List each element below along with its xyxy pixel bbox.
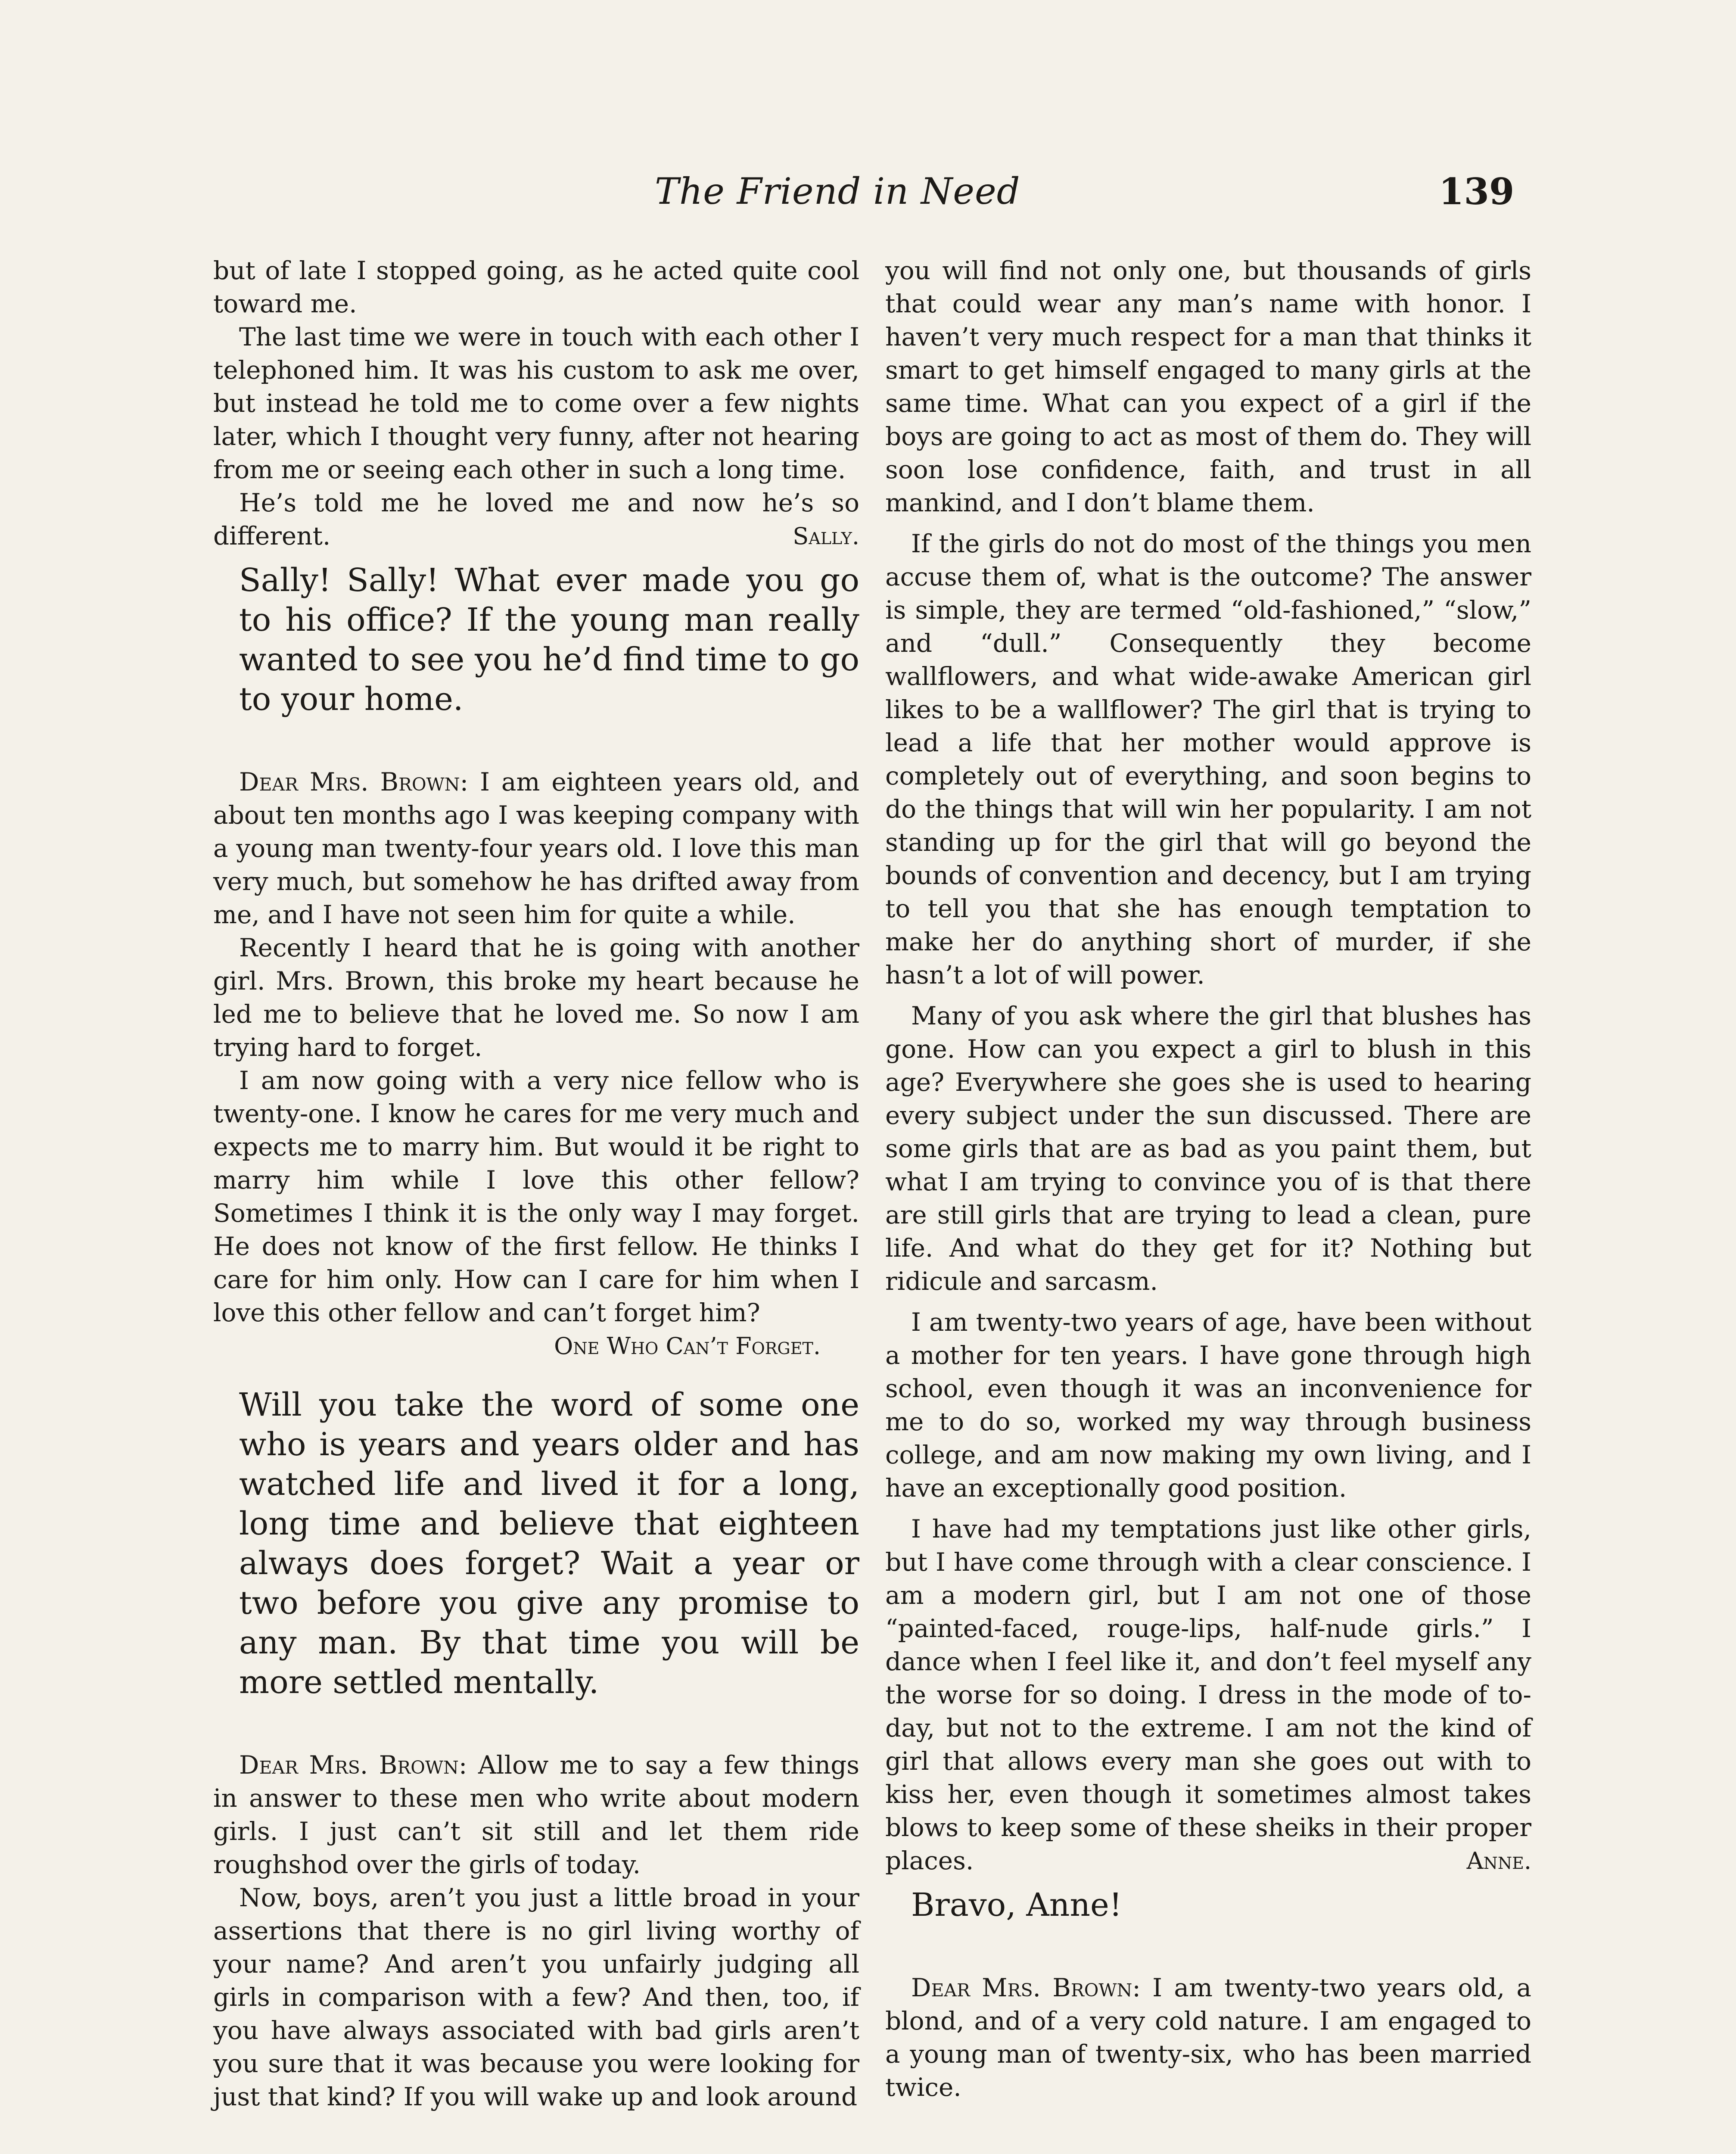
letter-paragraph bbox=[885, 1971, 1531, 2104]
paragraph: Many of you ask where the girl that blushes has gone. How can you expect a girl to blush in this age? Everywhere she goes she is used to hearing every subject under the sun discussed. There are some girls that are as bad as you paint them, but what I am trying to convince you of is that there are still girls that are trying to lead a clean, pure life. And what do they get for it? Nothing but ridicule and sarcasm. bbox=[885, 1001, 1531, 1296]
paragraph: Recently I heard that he is going with another girl. Mrs. Brown, this broke my heart because he led me to believe that he loved me. So now I am trying hard to forget. bbox=[213, 933, 859, 1062]
paragraph: He’s told me he loved me and now he’s so different. bbox=[213, 488, 859, 551]
right-column bbox=[885, 254, 1531, 2104]
letter-salutation: Dear Mrs. Brown: bbox=[239, 1750, 467, 1780]
paragraph: If the girls do not do most of the things you men accuse them of, what is the outcome? The answer is simple, they are termed “old-fashioned,” “slow,” and “dull.” Consequently they become wallflowers, and what wide-awake American girl likes to be a wallflower? The girl that is trying to lead a life that her mother would approve is completely out of everything, and soon begins to do the things that will win her popularity. I am not standing up for the girl that will go beyond the bounds of convention and decency, but I am trying to tell you that she has enough temptation to make her do anything short of murder, if she hasn’t a lot of will power. bbox=[885, 529, 1531, 990]
paragraph: but of late I stopped going, as he acted quite cool toward me. bbox=[213, 256, 859, 318]
letter-paragraph bbox=[213, 1749, 859, 1881]
paragraph: you will find not only one, but thousands of girls that could wear any man’s name with honor. I haven’t very much respect for a man that thinks it smart to get himself engaged to many girls at the same time. What can you expect of a girl if the boys are going to act as most of them do. They will soon lose confidence, faith, and trust in all mankind, and I don’t blame them. bbox=[885, 256, 1531, 517]
paragraph: I have had my temptations just like other girls, but I have come through with a clear conscience. I am a modern girl, but I am not one of those “painted-faced, rouge-lips, half-nude girls.” I dance when I feel like it, and don’t feel myself any the worse for so doing. I dress in the mode of to-day, but not to the extreme. I am not the kind of girl that allows every man she goes out with to kiss her, even though it sometimes almost takes blows to keep some of these sheiks in their proper places. bbox=[885, 1514, 1531, 1875]
letter-salutation: Dear Mrs. Brown: bbox=[911, 1973, 1141, 2002]
page-number: 139 bbox=[1439, 170, 1515, 213]
editor-reply: Will you take the word of some one who is years and years older and has watched life and lived it for a long, long time and believe that eighteen always does forget? Wait a year or two before you give any promise to any man. By that time you will be more settled mentally. bbox=[239, 1386, 859, 1701]
paragraph: Now, boys, aren’t you just a little broad in your assertions that there is no girl living worthy of your name? And aren’t you unfairly judging all girls in comparison with a few? And then, too, if you have always associated with bad girls aren’t you sure that it was because you were looking for just that kind? If you will wake up and look around bbox=[213, 1883, 859, 2111]
letter-signature: Anne. bbox=[1466, 1847, 1531, 1874]
paragraph: I am twenty-two years of age, have been without a mother for ten years. I have gone through high school, even though it was an inconvenience for me to do so, worked my way through business college, and am now making my own living, and I have an exceptionally good position. bbox=[885, 1307, 1531, 1503]
editor-reply: Bravo, Anne! bbox=[911, 1886, 1122, 1924]
paragraph: The last time we were in touch with each other I telephoned him. It was his custom to ask me over, but instead he told me to come over a few nights later, which I thought very funny, after not hearing from me or seeing each other in such a long time. bbox=[213, 322, 859, 484]
letter-text: I am twenty-two years old, a blond, and of a very cold nature. I am engaged to a young man of twenty-six, who has been married twice. bbox=[885, 1973, 1531, 2102]
letter-paragraph bbox=[213, 766, 859, 931]
letter-text: Allow me to say a few things in answer to these men who write about modern girls. I just can’t sit still and let them ride roughshod over the girls of today. bbox=[213, 1750, 859, 1879]
letter-signature: One Who Can’t Forget. bbox=[554, 1332, 821, 1360]
letter-salutation: Dear Mrs. Brown: bbox=[239, 767, 469, 797]
letter-signature: Sally. bbox=[793, 523, 859, 550]
running-head-title: The Friend in Need bbox=[655, 170, 1020, 212]
letter-text: I am eighteen years old, and about ten months ago I was keeping company with a young man twenty-four years old. I love this man very much, but somehow he has drifted away from me, and I have not seen him for quite a while. bbox=[213, 767, 860, 929]
left-column bbox=[213, 254, 859, 2114]
editor-reply: Sally! Sally! What ever made you go to his office? If the young man really wanted to see you he’d find time to go to your home. bbox=[239, 562, 859, 718]
paragraph: I am now going with a very nice fellow who is twenty-one. I know he cares for me very much and expects me to marry him. But would it be right to marry him while I love this other fellow? Sometimes I think it is the only way I may forget. He does not know of the first fellow. He thinks I care for him only. How can I care for him when I love this other fellow and can’t forget him? bbox=[213, 1066, 859, 1327]
